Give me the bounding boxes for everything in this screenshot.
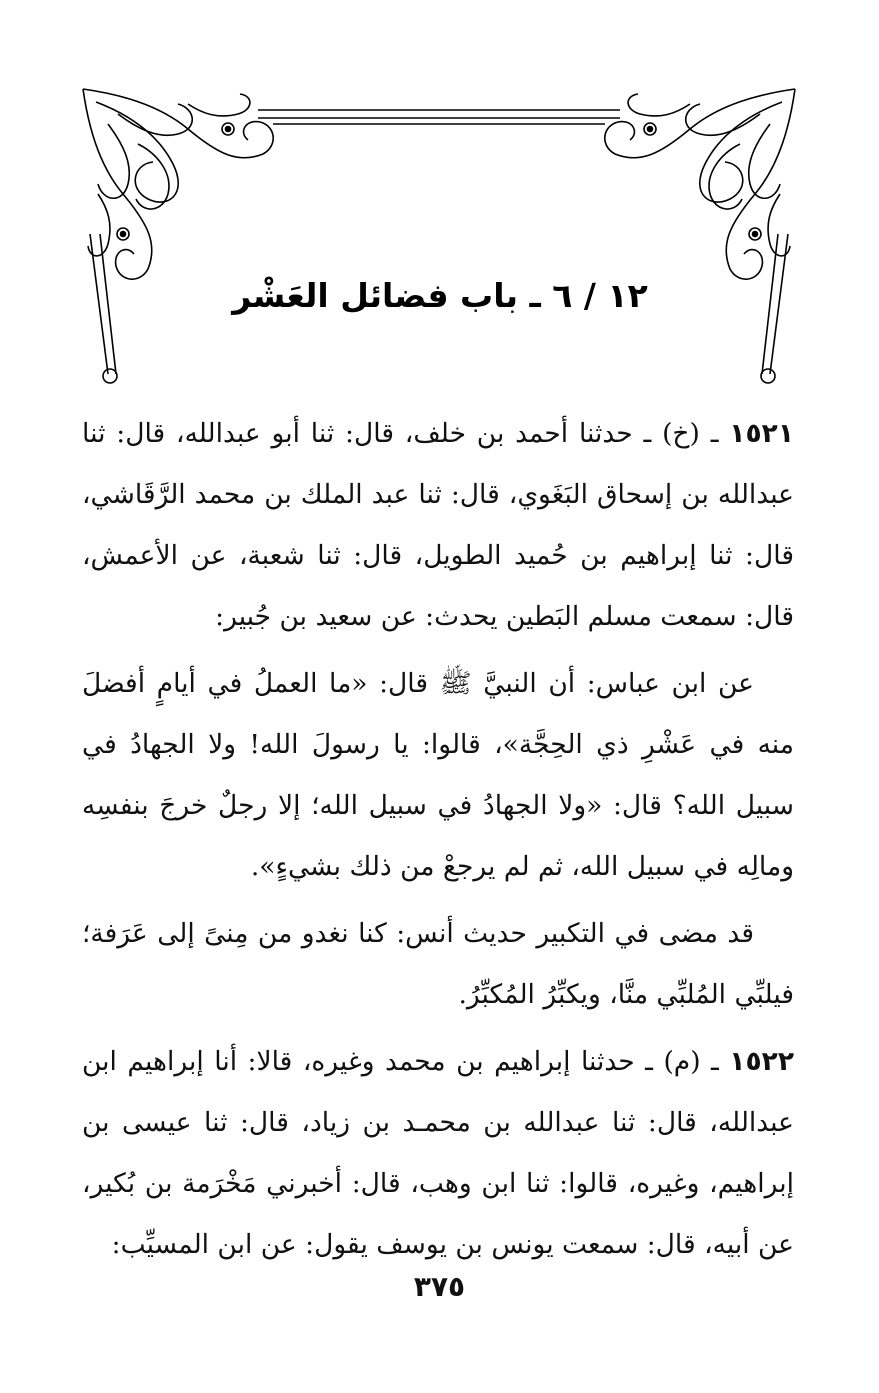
ornamental-frame-icon	[78, 84, 800, 390]
ornamental-frame	[78, 84, 800, 390]
paragraph-text: ـ (خ) ـ حدثنا أحمد بن خلف، قال: ثنا أبو عبدالله، قال: ثنا عبدالله بن إسحاق البَغَوي، قال: ثنا عبد الملك بن محمد الرَّقَاشي، قال: ثنا إبراهيم بن حُميد الطويل، قال: ثنا شعبة، عن الأعمش، قال: سمعت مسلم البَطين يحدث: عن سعيد بن جُبير:	[82, 418, 794, 632]
paragraph-text: ـ (م) ـ حدثنا إبراهيم بن محمد وغيره، قالا: أنا إبراهيم ابن عبدالله، قال: ثنا عبدالله بن محمـد بن زياد، قال: ثنا عيسى بن إبراهيم، وغيره، قالوا: ثنا ابن وهب، قال: أخبرني مَخْرَمة بن بُكير، عن أبيه، قال: سمعت يونس بن يوسف يقول: عن ابن المسيِّب:	[82, 1046, 794, 1260]
chapter-title: ١٢ / ٦ ـ باب فضائل العَشْر	[232, 276, 648, 315]
main-text	[82, 403, 794, 1281]
paragraph-text: عن ابن عباس: أن النبيَّ ﷺ قال: «ما العملُ في أيامٍ أفضلَ منه في عَشْرِ ذي الحِجَّة»، قالوا: يا رسولَ الله! ولا الجهادُ في سبيل الله؟ قال: «ولا الجهادُ في سبيل الله؛ إلا رجلٌ خرجَ بنفسِه ومالِه في سبيل الله، ثم لم يرجعْ من ذلك بشيءٍ».	[82, 668, 794, 882]
hadith-paragraph	[82, 903, 794, 1025]
hadith-paragraph	[82, 403, 794, 647]
hadith-paragraph	[82, 1031, 794, 1275]
page-number: ٣٧٥	[413, 1270, 466, 1303]
hadith-paragraph	[82, 653, 794, 897]
hadith-number: ١٥٢١	[729, 418, 794, 449]
hadith-number: ١٥٢٢	[729, 1046, 794, 1077]
paragraph-text: قد مضى في التكبير حديث أنس: كنا نغدو من مِنىً إلى عَرَفة؛ فيلبِّي المُلبِّي منَّا، ويكبِّرُ المُكبِّرُ.	[82, 918, 794, 1010]
